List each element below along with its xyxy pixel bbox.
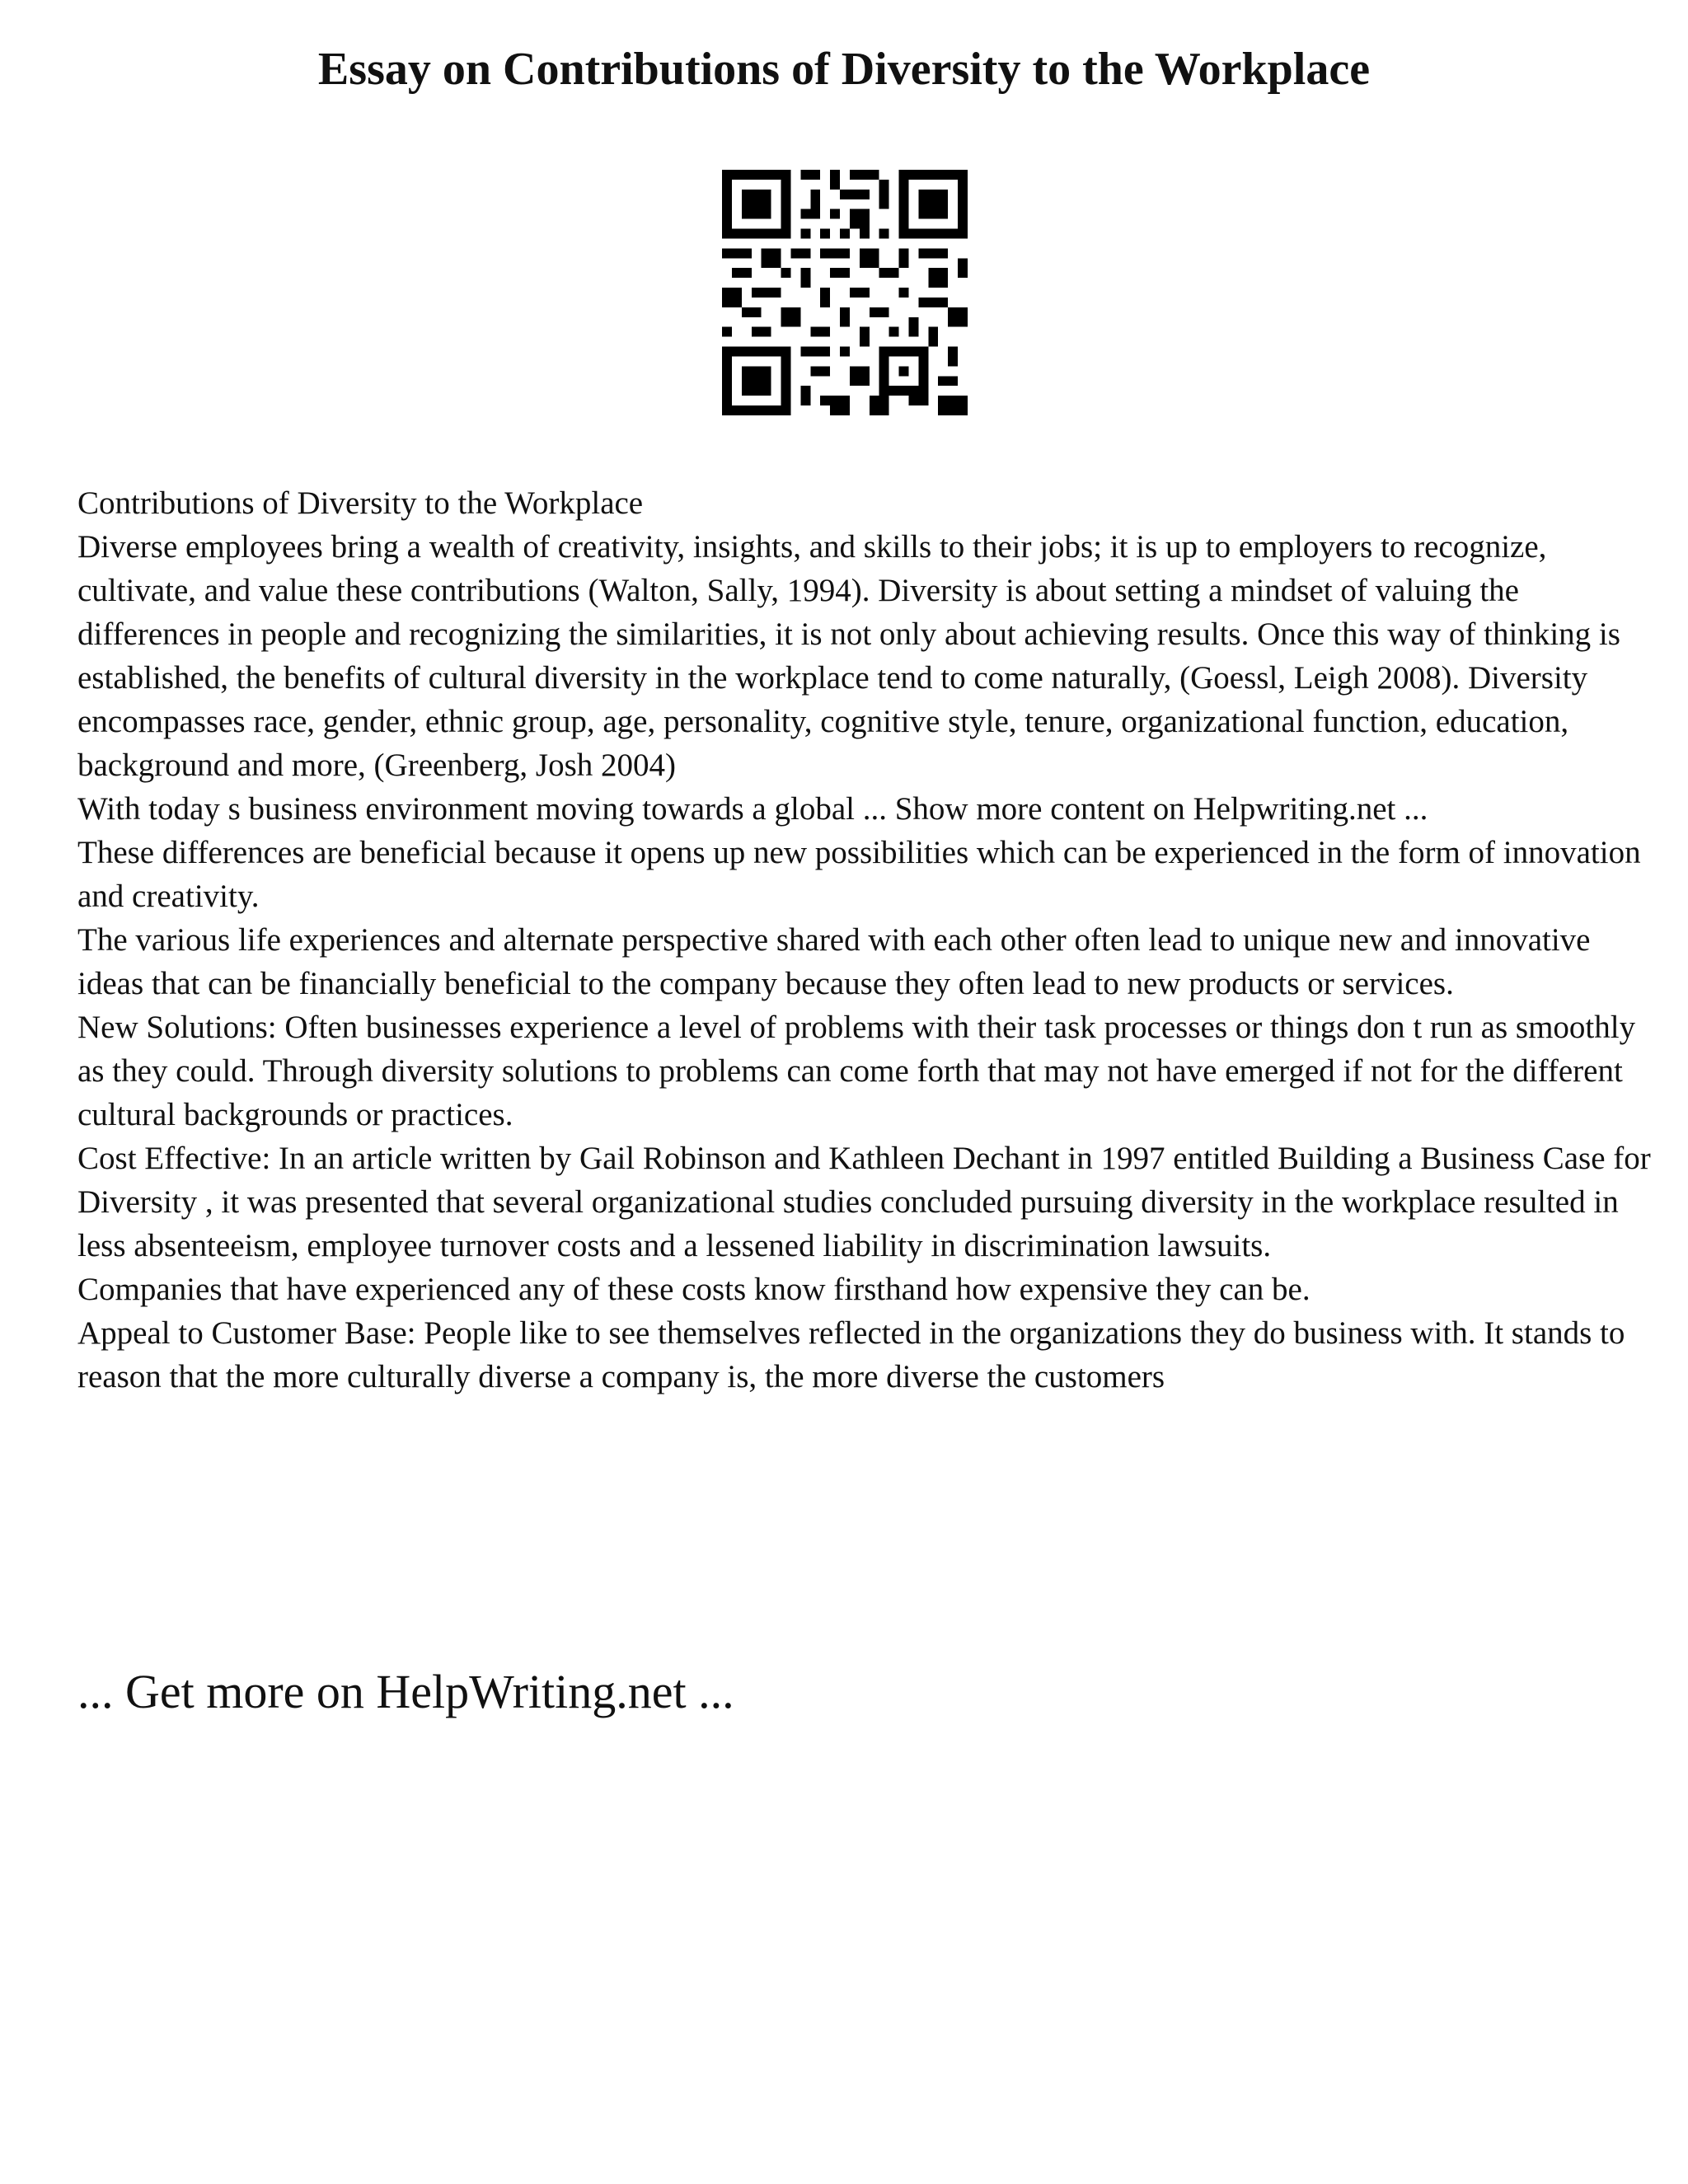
- page-title: Essay on Contributions of Diversity to the Workplace: [317, 44, 1371, 95]
- paragraph-companies: Companies that have experienced any of these costs know firsthand how expensive they can be.: [77, 1272, 1311, 1307]
- paragraph-cost-effective: Cost Effective: In an article written by Gail Robinson and Kathleen Dechant in 1997 entitled Building a Business Case for Diversity , it was presented that several organizational studies concluded pursuing diversity in the workplace resulted in less absenteeism, employee turnover costs and a lessened liability in discrimination lawsuits.: [77, 1141, 1651, 1263]
- paragraph-differences: These differences are beneficial because it opens up new possibilities which can be experienced in the form of innovation and creativity.: [77, 835, 1641, 914]
- paragraph-global: With today s business environment moving towards a global ... Show more content on Helpwriting.net ...: [77, 791, 1428, 827]
- qr-code-icon: [722, 170, 968, 415]
- paragraph-new-solutions: New Solutions: Often businesses experience a level of problems with their task processes or things don t run as smoothly as they could. Through diversity solutions to problems can come forth that may not have emerged if not for the different cultural backgrounds or practices.: [77, 1010, 1636, 1132]
- paragraph-intro: Diverse employees bring a wealth of creativity, insights, and skills to their jobs; it is up to employers to recognize, cultivate, and value these contributions (Walton, Sally, 1994). Diversity is about setting a mindset of valuing the differences in people and recognizing the similarities, it is not only about achieving results. Once this way of thinking is established, the benefits of cultural diversity in the workplace tend to come naturally, (Goessl, Leigh 2008). Diversity encompasses race, gender, ethnic group, age, personality, cognitive style, tenure, organizational function, education, background and more, (Greenberg, Josh 2004): [77, 529, 1620, 783]
- essay-body: [77, 481, 1652, 1399]
- get-more-link[interactable]: ... Get more on HelpWriting.net ...: [77, 1665, 734, 1718]
- paragraph-customer-base: Appeal to Customer Base: People like to see themselves reflected in the organizations they do business with. It stands to reason that the more culturally diverse a company is, the more diverse the customers: [77, 1315, 1625, 1394]
- paragraph-experiences: The various life experiences and alternate perspective shared with each other often lead to unique new and innovative ideas that can be financially beneficial to the company because they often lead to new products or services.: [77, 922, 1591, 1001]
- essay-heading: Contributions of Diversity to the Workplace: [77, 485, 644, 521]
